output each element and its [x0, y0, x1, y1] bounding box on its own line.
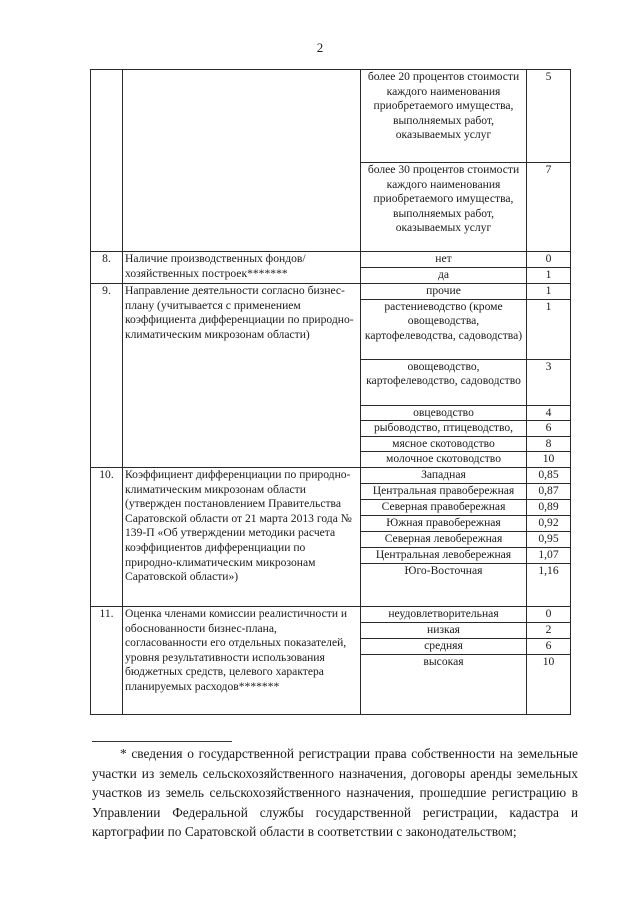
table-row [91, 252, 571, 268]
option-label: овцеводство [361, 405, 527, 421]
option-label: Южная правобережная [361, 515, 527, 531]
criteria-table [90, 69, 571, 715]
page-number: 2 [316, 40, 324, 55]
option-score: 0,95 [527, 531, 571, 547]
criterion-name: Наличие производственных фондов/хозяйственных построек******* [123, 252, 361, 284]
table-row [91, 467, 571, 483]
option-label: Центральная правобережная [361, 483, 527, 499]
option-score: 10 [527, 452, 571, 468]
option-label: высокая [361, 654, 527, 714]
criterion-number [91, 70, 123, 252]
option-score: 0,92 [527, 515, 571, 531]
option-score: 0,89 [527, 499, 571, 515]
criterion-number: 8. [91, 252, 123, 284]
option-label: более 30 процентов стоимости каждого наименования приобретаемого имущества, выполняемых работ, оказываемых услуг [361, 163, 527, 252]
option-label: Центральная левобережная [361, 547, 527, 563]
option-label: неудовлетворительная [361, 606, 527, 622]
table-row [91, 70, 571, 163]
option-score: 7 [527, 163, 571, 252]
option-score: 0 [527, 606, 571, 622]
criterion-name: Оценка членами комиссии реалистичности и обоснованности бизнес-плана, согласованности его отдельных показателей, уровня результативности использования бюджетных средств, целевого характера планируемых расходов******* [123, 606, 361, 714]
option-score: 1,07 [527, 547, 571, 563]
option-label: нет [361, 252, 527, 268]
option-score: 5 [527, 70, 571, 163]
option-label: растениеводство (кроме овощеводства, картофелеводства, садоводства) [361, 299, 527, 359]
option-score: 0,87 [527, 483, 571, 499]
table-row [91, 606, 571, 622]
option-label: более 20 процентов стоимости каждого наименования приобретаемого имущества, выполняемых работ, оказываемых услуг [361, 70, 527, 163]
option-label: Юго-Восточная [361, 563, 527, 606]
option-score: 6 [527, 421, 571, 437]
option-score: 10 [527, 654, 571, 714]
option-score: 2 [527, 622, 571, 638]
criterion-name: Коэффициент дифференциации по природно-климатическим микрозонам области (утвержден постановлением Правительства Саратовской области от 21 марта 2013 года № 139-П «Об утверждении методики расчета коэффициентов дифференциации по природно-климатическим микрозонам Саратовской области») [123, 467, 361, 606]
criterion-number: 9. [91, 284, 123, 468]
option-label: да [361, 268, 527, 284]
option-label: низкая [361, 622, 527, 638]
footnote-text: * сведения о государственной регистрации права собственности на земельные участки из земель сельскохозяйственного назначения, договоры аренды земельных участков из земель сельскохозяйственного назначения, прошедшие регистрацию в Управлении Федеральной службы государственной регистрации, кадастра и картографии по Саратовской области в соответствии с законодательством; [92, 746, 578, 839]
option-label: молочное скотоводство [361, 452, 527, 468]
option-label: Северная правобережная [361, 499, 527, 515]
option-label: рыбоводство, птицеводство, [361, 421, 527, 437]
option-score: 1,16 [527, 563, 571, 606]
option-label: мясное скотоводство [361, 436, 527, 452]
criterion-name: Направление деятельности согласно бизнес-плану (учитывается с применением коэффициента дифференциации по природно-климатическим микрозонам области) [123, 284, 361, 468]
option-score: 3 [527, 359, 571, 405]
option-score: 8 [527, 436, 571, 452]
option-score: 0,85 [527, 467, 571, 483]
criterion-number: 11. [91, 606, 123, 714]
criterion-name [123, 70, 361, 252]
option-score: 6 [527, 638, 571, 654]
option-score: 1 [527, 299, 571, 359]
criterion-number: 10. [91, 467, 123, 606]
option-score: 1 [527, 268, 571, 284]
option-label: средняя [361, 638, 527, 654]
footnote-divider [92, 741, 232, 742]
option-label: прочие [361, 284, 527, 300]
option-score: 0 [527, 252, 571, 268]
option-label: Западная [361, 467, 527, 483]
footnote [92, 744, 578, 842]
table-row [91, 284, 571, 300]
option-score: 4 [527, 405, 571, 421]
option-label: овощеводство, картофелеводство, садоводство [361, 359, 527, 405]
option-label: Северная левобережная [361, 531, 527, 547]
option-score: 1 [527, 284, 571, 300]
